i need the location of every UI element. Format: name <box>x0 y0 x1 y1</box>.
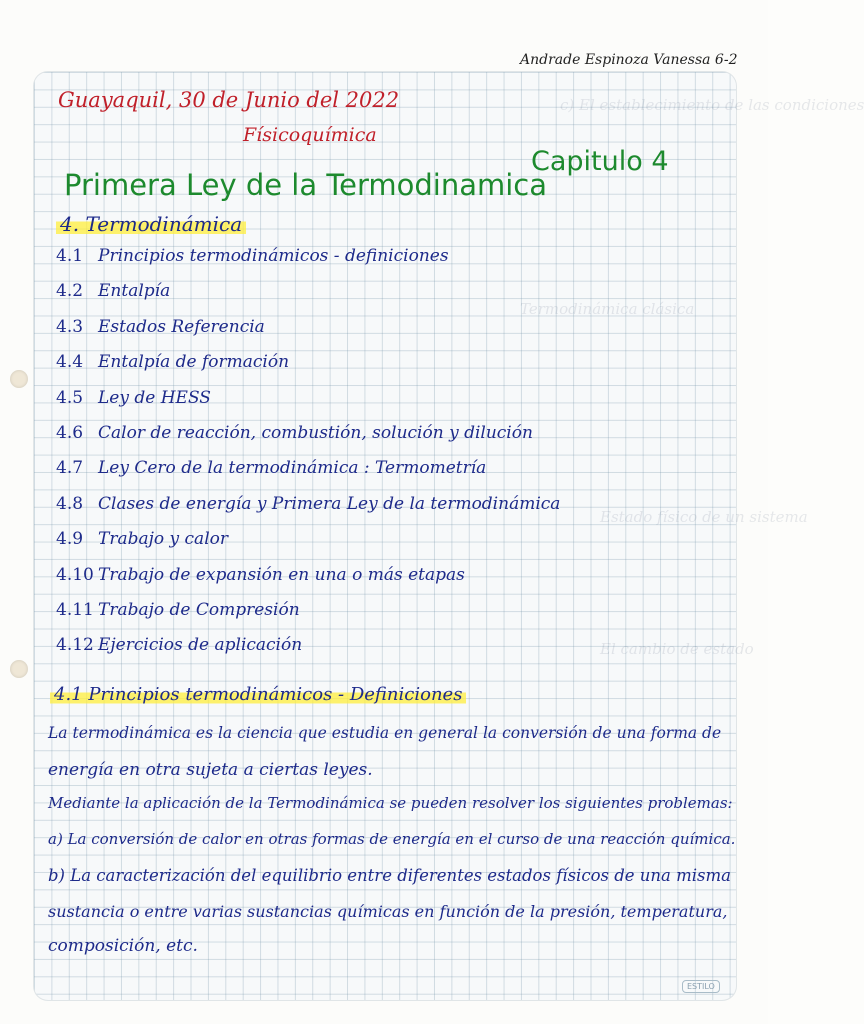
toc-item <box>56 352 289 372</box>
paragraph-line: La termodinámica es la ciencia que estudia en general la conversión de una forma de <box>48 724 722 742</box>
punch-hole <box>10 660 28 678</box>
toc-item-label: Entalpía de formación <box>98 352 290 373</box>
toc-item-label: Entalpía <box>98 281 171 302</box>
toc-item <box>56 458 486 478</box>
toc-item-number: 4.2 <box>56 281 84 302</box>
toc-item-label: Calor de reacción, combustión, solución y dilución <box>98 423 533 443</box>
paragraph-line: a) La conversión de calor en otras formas de energía en el curso de una reacción química. <box>48 830 736 848</box>
toc-item-number: 4.7 <box>56 458 84 479</box>
section-heading <box>56 212 246 236</box>
toc-item-number: 4.5 <box>56 387 84 408</box>
toc-item-number: 4.3 <box>56 316 84 337</box>
bleed-through-text: c) El establecimiento de las condiciones <box>560 96 864 114</box>
paragraph-line: b) La caracterización del equilibrio entre diferentes estados físicos de una misma <box>48 866 732 885</box>
toc-item-label: Trabajo de Compresión <box>98 600 300 620</box>
toc-item-label: Ejercicios de aplicación <box>98 635 303 656</box>
toc-item-number: 4.4 <box>56 352 84 373</box>
bleed-through-text: Estado físico de un sistema <box>600 508 808 526</box>
bleed-through-text: Termodinámica clásica <box>520 300 695 318</box>
paragraph-line: energía en otra sujeta a ciertas leyes. <box>48 760 373 780</box>
subsection-heading <box>50 684 466 705</box>
toc-item <box>56 281 170 301</box>
toc-item-label: Ley de HESS <box>98 387 211 408</box>
toc-item-label: Clases de energía y Primera Ley de la termodinámica <box>98 493 561 514</box>
toc-item-number: 4.11 <box>56 600 94 620</box>
toc-item <box>56 388 211 408</box>
subsection-heading-text: 4.1 Principios termodinámicos - Definiciones <box>50 684 466 705</box>
toc-item-number: 4.8 <box>56 493 84 514</box>
paragraph-line: sustancia o entre varias sustancias químicas en función de la presión, temperatura, <box>48 902 728 921</box>
paragraph-line: Mediante la aplicación de la Termodinámica se pueden resolver los siguientes problemas: <box>48 794 733 812</box>
toc-item <box>56 635 302 655</box>
toc-item <box>56 317 265 337</box>
toc-item <box>56 529 228 549</box>
student-name-note: Andrade Espinoza Vanessa 6-2 <box>520 52 738 68</box>
section-heading-text: 4. Termodinámica <box>56 212 246 236</box>
date-header: Guayaquil, 30 de Junio del 2022 <box>58 88 400 112</box>
toc-item-label: Principios termodinámicos - definiciones <box>98 246 449 266</box>
toc-item-number: 4.9 <box>56 529 84 550</box>
page-title: Primera Ley de la Termodinamica <box>64 168 548 202</box>
chapter-label: Capitulo 4 <box>531 146 669 177</box>
punch-hole <box>10 370 28 388</box>
toc-item-number: 4.6 <box>56 423 84 443</box>
toc-item <box>56 246 449 266</box>
toc-item <box>56 600 300 620</box>
bleed-through-text: El cambio de estado <box>600 640 754 658</box>
toc-item-number: 4.12 <box>56 635 94 656</box>
toc-item-label: Trabajo de expansión en una o más etapas <box>98 564 465 585</box>
notebook-brand-stamp: ESTILO <box>682 980 720 993</box>
toc-item-number: 4.1 <box>56 246 84 266</box>
toc-item <box>56 494 560 514</box>
toc-item-number: 4.10 <box>56 564 94 585</box>
toc-item <box>56 565 465 585</box>
toc-item-label: Estados Referencia <box>98 316 265 337</box>
toc-item <box>56 423 533 443</box>
paragraph-line: composición, etc. <box>48 936 198 956</box>
toc-item-label: Ley Cero de la termodinámica : Termometría <box>98 458 487 479</box>
subject-title: Físicoquímica <box>243 124 377 146</box>
toc-item-label: Trabajo y calor <box>98 529 228 550</box>
